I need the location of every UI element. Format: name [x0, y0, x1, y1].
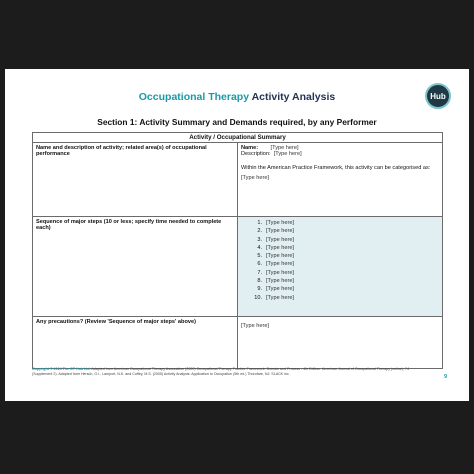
- ot-hub-logo: [425, 83, 451, 109]
- step-field[interactable]: [Type here]: [266, 228, 294, 235]
- title-rest: Activity Analysis: [249, 91, 336, 103]
- name-description-cell: [238, 143, 443, 217]
- row-label-steps: Sequence of major steps (10 or less; specify time needed to complete each): [33, 217, 238, 317]
- activity-summary-table: [32, 132, 443, 369]
- step-item: [253, 227, 439, 235]
- step-number: 6.: [257, 261, 262, 268]
- step-field[interactable]: [Type here]: [266, 261, 294, 268]
- step-item: [253, 277, 439, 285]
- step-field[interactable]: [Type here]: [266, 253, 294, 260]
- step-item: [253, 252, 439, 260]
- step-number: 10.: [254, 294, 262, 301]
- precautions-cell: [238, 317, 443, 369]
- steps-list: [241, 219, 439, 302]
- framework-field[interactable]: [Type here]: [241, 175, 269, 181]
- description-label: Description:: [241, 151, 271, 157]
- step-item: [253, 244, 439, 252]
- step-item: [253, 285, 439, 293]
- step-field[interactable]: [Type here]: [266, 220, 294, 226]
- step-number: 2.: [257, 228, 262, 235]
- footer-citation: [32, 367, 412, 376]
- title-accent: Occupational Therapy: [138, 91, 250, 103]
- step-field[interactable]: [Type here]: [266, 269, 294, 276]
- name-label: Name:: [241, 145, 259, 151]
- step-item: [253, 269, 439, 277]
- description-field[interactable]: [Type here]: [273, 151, 302, 157]
- copyright-text: Copyright © 2024 The OT Hub Ltd.: [32, 367, 91, 371]
- step-field[interactable]: [Type here]: [266, 286, 294, 293]
- document-title: [5, 91, 469, 103]
- step-number: 8.: [257, 278, 262, 285]
- step-number: 5.: [257, 253, 262, 260]
- name-field[interactable]: [Type here]: [270, 145, 299, 151]
- step-item: [253, 219, 439, 227]
- step-item: [253, 260, 439, 268]
- citation-text: Adapted from American Occupational Therapy Association (2020) Occupational Therapy Practice Framework: Domain and Process - 4th Edition. American Journal of Occupational Therapy (online); 74 (Supplement 2). Adapted from Hersch, G.I., Lamport, N.K. and Coffey, M.S. (2005) Activity Analysis: Application to Occupation (5th ed.) Thorofare, NJ: SLACK inc.: [32, 367, 409, 376]
- steps-cell: [238, 217, 443, 317]
- step-field[interactable]: [Type here]: [266, 278, 294, 285]
- step-field[interactable]: [Type here]: [266, 244, 294, 251]
- step-number: 1.: [257, 220, 262, 226]
- step-number: 3.: [257, 236, 262, 243]
- table-row-precautions: [33, 317, 443, 369]
- step-number: 4.: [257, 244, 262, 251]
- step-number: 9.: [257, 286, 262, 293]
- table-header: Activity / Occupational Summary: [33, 133, 443, 143]
- row-label-precautions: Any precautions? (Review 'Sequence of major steps' above): [33, 317, 238, 369]
- page-number: 9: [443, 374, 447, 380]
- step-item: [253, 236, 439, 244]
- table-row-name-description: [33, 143, 443, 217]
- step-number: 7.: [257, 269, 262, 276]
- logo-text: Hub: [430, 91, 446, 101]
- framework-text: Within the American Practice Framework, this activity can be categorised as:: [241, 165, 431, 171]
- row-label-name-description: Name and description of activity; related area(s) of occupational performance: [33, 143, 238, 217]
- step-field[interactable]: [Type here]: [266, 236, 294, 243]
- step-item: [253, 294, 439, 302]
- step-field[interactable]: [Type here]: [266, 294, 294, 301]
- table-row-steps: [33, 217, 443, 317]
- document-page: [5, 69, 469, 401]
- section-title: Section 1: Activity Summary and Demands required, by any Performer: [97, 117, 377, 127]
- precautions-field[interactable]: [Type here]: [241, 323, 269, 329]
